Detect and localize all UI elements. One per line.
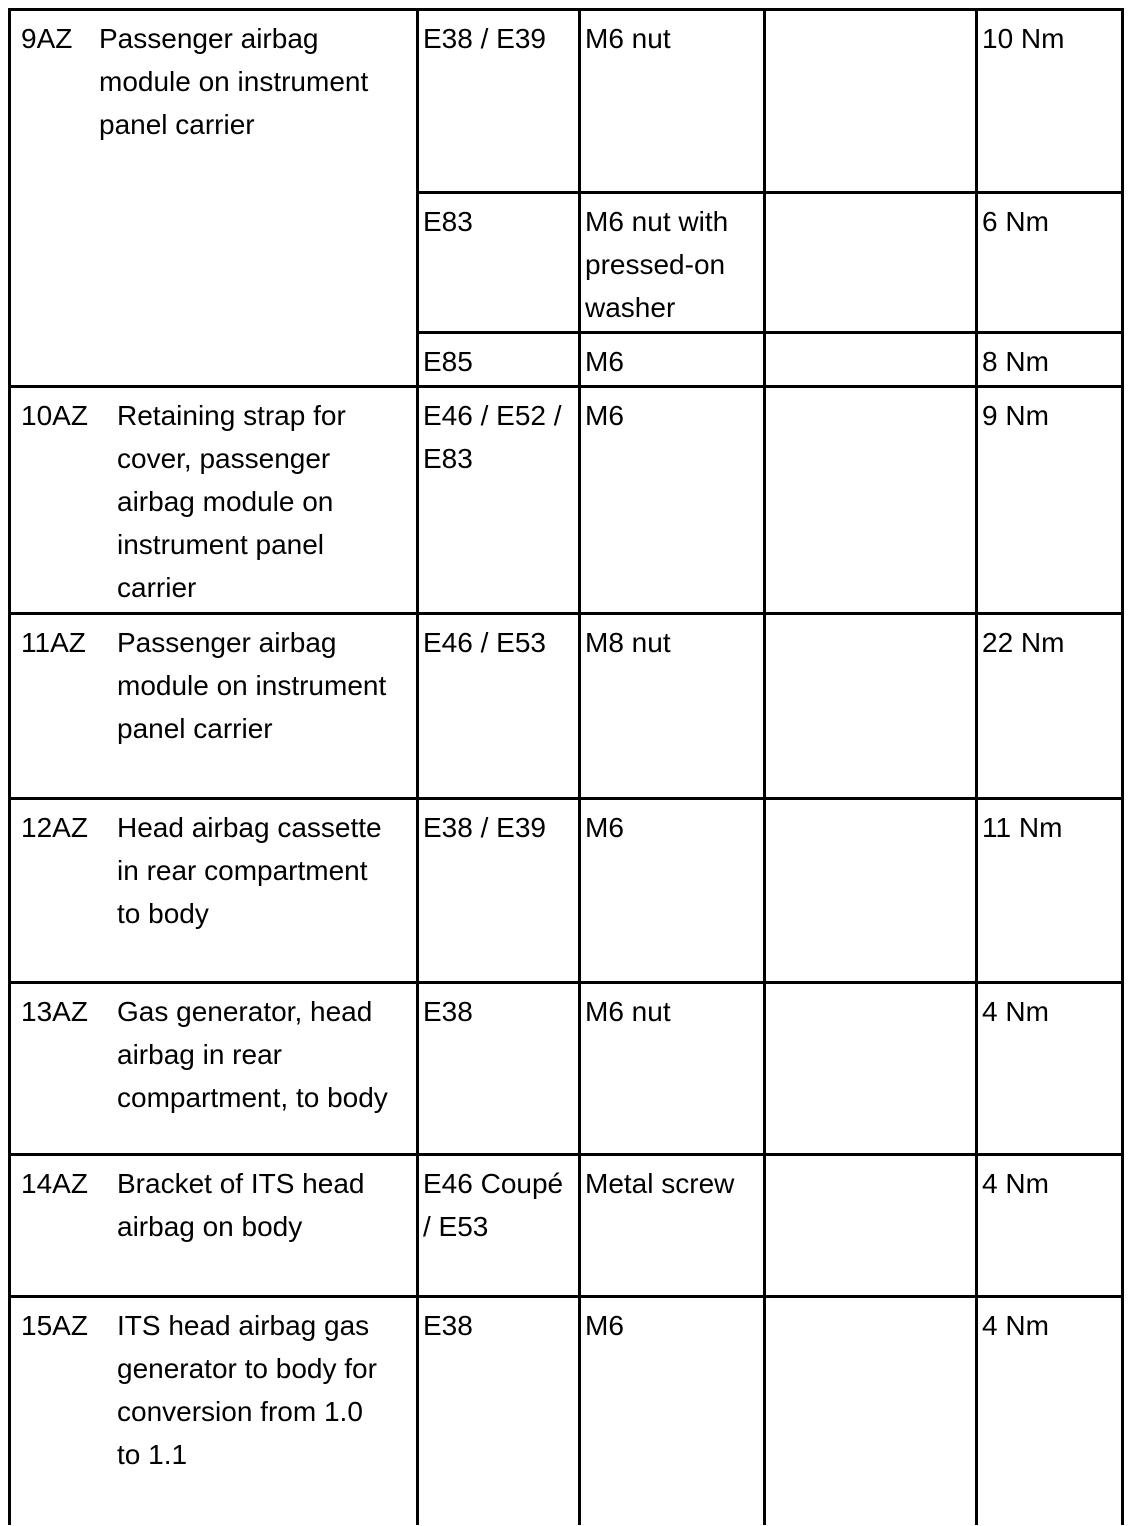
item-code: 13AZ bbox=[21, 996, 88, 1027]
item-code: 9AZ bbox=[21, 23, 73, 54]
note-cell bbox=[765, 387, 977, 614]
item-description: Passenger airbag module on instrument panel carrier bbox=[99, 23, 369, 140]
torque-cell: 11 Nm bbox=[977, 799, 1123, 983]
item-cell bbox=[10, 799, 418, 983]
note-cell bbox=[765, 1155, 977, 1297]
item-description: Retaining strap for cover, passenger airbag module on instrument panel carrier bbox=[117, 400, 346, 603]
table-row bbox=[10, 1297, 1123, 1525]
item-code: 15AZ bbox=[21, 1310, 88, 1341]
torque-cell: 9 Nm bbox=[977, 387, 1123, 614]
torque-table bbox=[8, 8, 1124, 1525]
item-cell bbox=[10, 387, 418, 614]
note-cell bbox=[765, 10, 977, 193]
item-code: 14AZ bbox=[21, 1168, 88, 1199]
fastener-cell: M6 nut bbox=[580, 10, 765, 193]
model-cell: E46 / E53 bbox=[418, 614, 580, 799]
note-cell bbox=[765, 983, 977, 1155]
table-row bbox=[10, 10, 1123, 193]
table-row bbox=[10, 983, 1123, 1155]
table-row bbox=[10, 387, 1123, 614]
model-cell: E38 bbox=[418, 1297, 580, 1525]
table-row bbox=[10, 614, 1123, 799]
note-cell bbox=[765, 1297, 977, 1525]
fastener-cell: M8 nut bbox=[580, 614, 765, 799]
torque-cell: 10 Nm bbox=[977, 10, 1123, 193]
note-cell bbox=[765, 193, 977, 333]
item-cell bbox=[10, 1155, 418, 1297]
item-cell bbox=[10, 10, 418, 387]
note-cell bbox=[765, 333, 977, 387]
item-description: Head airbag cassette in rear compartment to body bbox=[117, 812, 382, 929]
model-cell: E83 bbox=[418, 193, 580, 333]
item-cell bbox=[10, 983, 418, 1155]
torque-cell: 4 Nm bbox=[977, 1297, 1123, 1525]
table-row bbox=[10, 1155, 1123, 1297]
item-description: Passenger airbag module on instrument panel carrier bbox=[117, 627, 387, 744]
item-description: Bracket of ITS head airbag on body bbox=[117, 1168, 365, 1242]
item-code: 11AZ bbox=[21, 627, 86, 658]
torque-cell: 4 Nm bbox=[977, 983, 1123, 1155]
torque-cell: 4 Nm bbox=[977, 1155, 1123, 1297]
torque-cell: 8 Nm bbox=[977, 333, 1123, 387]
note-cell bbox=[765, 614, 977, 799]
model-cell: E38 / E39 bbox=[418, 799, 580, 983]
fastener-cell: M6 bbox=[580, 387, 765, 614]
item-description: ITS head airbag gas generator to body for conversion from 1.0 to 1.1 bbox=[117, 1310, 377, 1470]
item-code: 10AZ bbox=[21, 400, 88, 431]
torque-cell: 22 Nm bbox=[977, 614, 1123, 799]
fastener-cell: M6 bbox=[580, 1297, 765, 1525]
model-cell: E46 / E52 / E83 bbox=[418, 387, 580, 614]
model-cell: E46 Coupé / E53 bbox=[418, 1155, 580, 1297]
fastener-cell: M6 nut with pressed-on washer bbox=[580, 193, 765, 333]
table-row bbox=[10, 799, 1123, 983]
model-cell: E85 bbox=[418, 333, 580, 387]
fastener-cell: M6 nut bbox=[580, 983, 765, 1155]
torque-cell: 6 Nm bbox=[977, 193, 1123, 333]
item-cell bbox=[10, 614, 418, 799]
item-description: Gas generator, head airbag in rear compartment, to body bbox=[117, 996, 388, 1113]
fastener-cell: M6 bbox=[580, 333, 765, 387]
fastener-cell: Metal screw bbox=[580, 1155, 765, 1297]
note-cell bbox=[765, 799, 977, 983]
model-cell: E38 / E39 bbox=[418, 10, 580, 193]
fastener-cell: M6 bbox=[580, 799, 765, 983]
item-code: 12AZ bbox=[21, 812, 88, 843]
item-cell bbox=[10, 1297, 418, 1525]
model-cell: E38 bbox=[418, 983, 580, 1155]
